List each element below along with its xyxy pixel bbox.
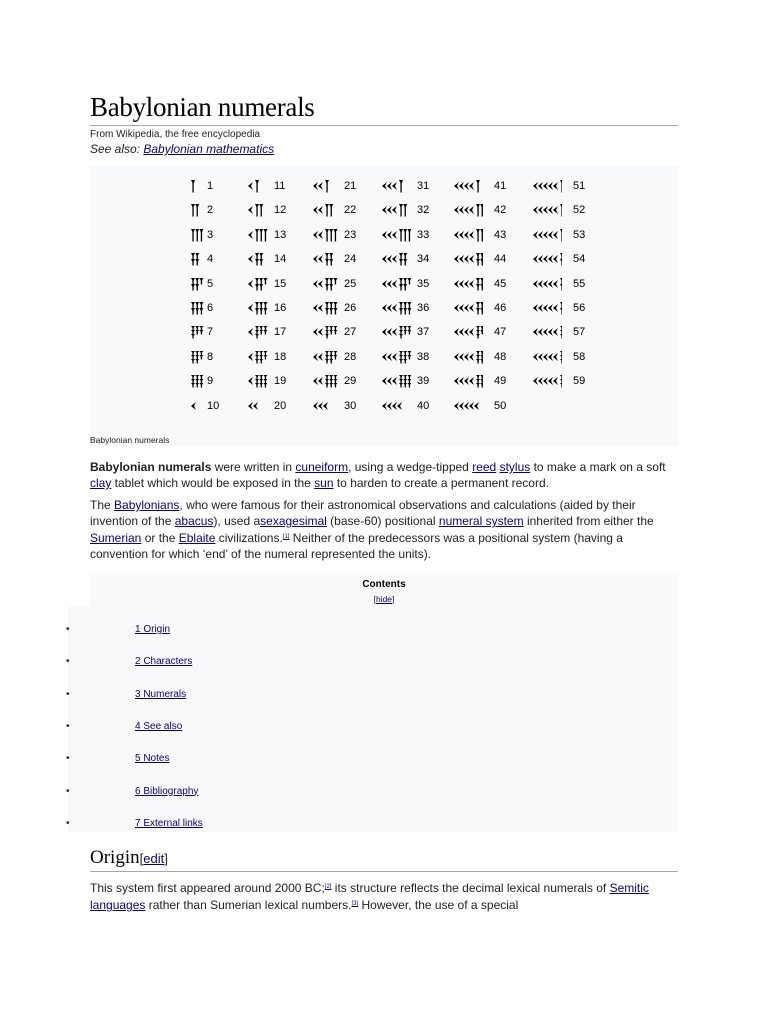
toc-item-link[interactable]: 4 See also xyxy=(135,720,183,732)
text: ), used a xyxy=(213,514,261,528)
cuneiform-numeral-glyph xyxy=(532,203,562,217)
numeral-value: 27 xyxy=(344,326,357,339)
cuneiform-numeral-glyph xyxy=(453,374,483,388)
cuneiform-numeral-glyph xyxy=(532,252,562,266)
numeral-value: 32 xyxy=(417,204,430,217)
numeral-value: 54 xyxy=(573,253,586,266)
cuneiform-numeral-glyph xyxy=(312,277,342,291)
text: civilizations. xyxy=(215,531,283,545)
cuneiform-numeral-glyph xyxy=(532,277,562,291)
cuneiform-numeral-glyph xyxy=(532,374,562,388)
numeral-value: 17 xyxy=(274,326,287,339)
numeral-value: 36 xyxy=(417,302,430,314)
numeral-value: 5 xyxy=(207,277,214,290)
link-semitic-languages[interactable]: Semitic languages xyxy=(90,881,649,912)
toc-item-link[interactable]: 5 Notes xyxy=(135,753,170,765)
cuneiform-numeral-glyph xyxy=(190,277,220,291)
numeral-value: 49 xyxy=(494,375,507,388)
numeral-value: 38 xyxy=(417,350,430,363)
bracket: [ xyxy=(373,594,376,604)
numeral-value: 56 xyxy=(573,302,586,314)
link-sexagesimal[interactable]: sexagesimal xyxy=(260,514,327,528)
cuneiform-numeral-glyph xyxy=(312,374,342,388)
cuneiform-numeral-glyph xyxy=(381,399,411,413)
text: rather than Sumerian lexical numbers. xyxy=(145,898,352,912)
numeral-value: 16 xyxy=(274,302,287,314)
cuneiform-numeral-glyph xyxy=(312,252,342,266)
numeral-value: 1 xyxy=(207,180,214,192)
cuneiform-numeral-glyph xyxy=(381,374,411,388)
cuneiform-numeral-glyph xyxy=(453,228,483,242)
text: tablet which would be exposed in the xyxy=(111,476,315,490)
cuneiform-numeral-glyph xyxy=(381,350,411,364)
cuneiform-numeral-glyph xyxy=(190,203,220,217)
cuneiform-numeral-glyph xyxy=(381,301,411,315)
intro-paragraph-1 xyxy=(90,459,680,491)
toc-item-link[interactable]: 7 External links xyxy=(135,817,203,829)
text: to make a mark on a soft xyxy=(530,460,666,474)
site-subtitle: From Wikipedia, the free encyclopedia xyxy=(90,129,261,140)
cuneiform-numeral-glyph xyxy=(312,179,342,193)
numeral-value: 48 xyxy=(494,350,507,363)
cuneiform-numeral-glyph xyxy=(312,350,342,364)
numeral-value: 21 xyxy=(344,180,357,192)
bold-term: Babylonian numerals xyxy=(90,460,212,474)
numeral-value: 20 xyxy=(274,399,287,412)
numeral-value: 40 xyxy=(417,399,430,412)
text: its structure reflects the decimal lexical numerals of xyxy=(331,881,610,895)
numeral-value: 22 xyxy=(344,204,357,217)
numeral-value: 6 xyxy=(207,302,214,314)
cuneiform-numeral-glyph xyxy=(312,203,342,217)
numeral-value: 24 xyxy=(344,253,357,266)
numeral-value: 13 xyxy=(274,228,287,241)
cuneiform-numeral-glyph xyxy=(247,374,277,388)
numeral-value: 41 xyxy=(494,180,507,192)
cuneiform-numeral-glyph xyxy=(247,252,277,266)
cuneiform-numeral-glyph xyxy=(190,228,220,242)
toc-hide-toggle xyxy=(90,594,678,604)
cuneiform-numeral-glyph xyxy=(381,228,411,242)
cuneiform-numeral-glyph xyxy=(190,252,220,266)
numeral-value: 42 xyxy=(494,204,507,217)
numeral-value: 58 xyxy=(573,350,586,363)
numeral-value: 59 xyxy=(573,375,586,388)
page-title: Babylonian numerals xyxy=(90,92,315,122)
text: , using a wedge-tipped xyxy=(348,460,473,474)
citation-link[interactable]: [3] xyxy=(351,901,359,907)
cuneiform-numeral-glyph xyxy=(312,399,342,413)
cuneiform-numeral-glyph xyxy=(381,277,411,291)
numeral-value: 23 xyxy=(344,228,357,241)
cuneiform-numeral-glyph xyxy=(453,179,483,193)
text: were written in xyxy=(211,460,296,474)
numeral-value: 28 xyxy=(344,350,357,363)
link-stylus[interactable]: stylus xyxy=(499,460,531,474)
numeral-value: 19 xyxy=(274,375,287,388)
cuneiform-numeral-glyph xyxy=(532,179,562,193)
toc-bullet: • xyxy=(66,656,70,668)
toc-hide-link[interactable]: hide xyxy=(375,594,393,604)
cuneiform-numeral-glyph xyxy=(453,350,483,364)
toc-item-link[interactable]: 2 Characters xyxy=(135,656,193,668)
cuneiform-numeral-glyph xyxy=(453,325,483,339)
cuneiform-numeral-glyph xyxy=(190,350,220,364)
cuneiform-numeral-glyph xyxy=(532,325,562,339)
text: This system first appeared around 2000 BC; xyxy=(90,881,325,895)
numeral-value: 44 xyxy=(494,253,507,266)
text: or the xyxy=(141,531,179,545)
cuneiform-numeral-glyph xyxy=(532,301,562,315)
link-cuneiform[interactable]: cuneiform xyxy=(295,460,349,474)
toc-bullet: • xyxy=(66,688,70,700)
numeral-value: 31 xyxy=(417,180,430,192)
text: , who were famous for their astronomical observations and calculations (aided by their invention of the xyxy=(90,498,636,528)
numeral-value: 34 xyxy=(417,253,430,266)
cuneiform-numeral-glyph xyxy=(247,203,277,217)
table-caption: Babylonian numerals xyxy=(90,435,170,445)
numeral-value: 18 xyxy=(274,350,287,363)
cuneiform-numeral-glyph xyxy=(190,325,220,339)
numeral-value: 11 xyxy=(274,180,286,192)
cuneiform-numeral-glyph xyxy=(190,374,220,388)
numeral-value: 9 xyxy=(207,375,214,388)
numeral-value: 8 xyxy=(207,350,214,363)
cuneiform-numeral-glyph xyxy=(247,228,277,242)
numeral-value: 52 xyxy=(573,204,586,217)
toc-bullet: • xyxy=(66,785,70,797)
toc-bullet: • xyxy=(66,720,70,732)
section-divider xyxy=(90,871,678,872)
cuneiform-numeral-glyph xyxy=(453,301,483,315)
cuneiform-numeral-glyph xyxy=(190,179,220,193)
numeral-value: 33 xyxy=(417,228,430,241)
cuneiform-numeral-glyph xyxy=(247,179,277,193)
citation-link[interactable]: [1] xyxy=(282,534,290,540)
text: However, the use of a special xyxy=(358,898,519,912)
text: inherited from either the xyxy=(523,514,654,528)
numeral-value: 50 xyxy=(494,399,507,412)
numeral-value: 4 xyxy=(207,253,214,266)
link-babylonians[interactable]: Babylonians xyxy=(114,498,180,512)
toc-item-link[interactable]: 3 Numerals xyxy=(135,688,187,700)
cuneiform-numeral-glyph xyxy=(453,252,483,266)
cuneiform-numeral-glyph xyxy=(247,301,277,315)
numeral-value: 12 xyxy=(274,204,287,217)
link-reed[interactable]: reed xyxy=(472,460,497,474)
cuneiform-numeral-glyph xyxy=(453,203,483,217)
cuneiform-numeral-glyph xyxy=(532,228,562,242)
numeral-value: 14 xyxy=(274,253,287,266)
cuneiform-numeral-glyph xyxy=(381,252,411,266)
numeral-value: 46 xyxy=(494,302,507,314)
toc-background-strip xyxy=(68,606,90,832)
heading-text: Origin xyxy=(90,847,140,868)
link-abacus[interactable]: abacus xyxy=(174,514,214,528)
text: to harden to create a permanent record. xyxy=(333,476,549,490)
intro-paragraph-2 xyxy=(90,497,680,562)
numeral-value: 26 xyxy=(344,302,357,314)
edit-link[interactable]: edit xyxy=(143,851,165,866)
link-sun[interactable]: sun xyxy=(314,476,334,490)
numeral-value: 7 xyxy=(207,326,214,339)
link-eblaite[interactable]: Eblaite xyxy=(178,531,216,545)
toc-item-link[interactable]: 6 Bibliography xyxy=(135,785,199,797)
cuneiform-numeral-glyph xyxy=(247,277,277,291)
cuneiform-numeral-glyph xyxy=(381,325,411,339)
numeral-value: 57 xyxy=(573,326,586,339)
cuneiform-numeral-glyph xyxy=(312,301,342,315)
numeral-value: 53 xyxy=(573,228,586,241)
cuneiform-numeral-glyph xyxy=(381,203,411,217)
cuneiform-numeral-glyph xyxy=(247,350,277,364)
numeral-value: 3 xyxy=(207,228,214,241)
cuneiform-numeral-glyph xyxy=(247,399,277,413)
numeral-value: 37 xyxy=(417,326,430,339)
text: The xyxy=(90,498,115,512)
toc-item-link[interactable]: 1 Origin xyxy=(135,624,171,635)
numeral-value: 15 xyxy=(274,277,287,290)
cuneiform-numeral-glyph xyxy=(381,179,411,193)
numeral-value: 10 xyxy=(207,399,220,412)
bracket: [ xyxy=(139,851,144,866)
see-also-note xyxy=(90,142,274,156)
numeral-value: 25 xyxy=(344,277,357,290)
bracket: ] xyxy=(164,851,168,866)
numerals-table xyxy=(90,166,678,446)
toc-title: Contents xyxy=(362,579,406,590)
numeral-value: 55 xyxy=(573,277,586,290)
numeral-value: 45 xyxy=(494,277,507,290)
numeral-value: 43 xyxy=(494,228,507,241)
numeral-value: 39 xyxy=(417,375,430,388)
link-clay[interactable]: clay xyxy=(90,476,112,490)
origin-paragraph xyxy=(90,879,680,913)
title-divider xyxy=(90,125,678,126)
numeral-value: 35 xyxy=(417,277,430,290)
cuneiform-numeral-glyph xyxy=(312,325,342,339)
section-heading-origin xyxy=(90,847,168,869)
toc-bullet: • xyxy=(66,753,70,765)
numeral-value: 47 xyxy=(494,326,507,339)
cuneiform-numeral-glyph xyxy=(453,277,483,291)
numeral-value: 30 xyxy=(344,399,357,412)
see-also-prefix: See also: xyxy=(90,142,144,156)
toc-bullet: • xyxy=(66,817,70,829)
see-also-link[interactable]: Babylonian mathematics xyxy=(143,142,275,156)
cuneiform-numeral-glyph xyxy=(532,350,562,364)
numeral-value: 2 xyxy=(207,204,214,217)
text: Neither of the predecessors was a positional system (having a convention for which ‘end’ of the numeral represented the units). xyxy=(90,531,623,561)
cuneiform-numeral-glyph xyxy=(453,399,483,413)
numeral-value: 51 xyxy=(573,180,586,192)
numeral-value: 29 xyxy=(344,375,357,388)
cuneiform-numeral-glyph xyxy=(247,325,277,339)
link-sumerian[interactable]: Sumerian xyxy=(90,531,142,545)
cuneiform-numeral-glyph xyxy=(312,228,342,242)
text: (base-60) positional xyxy=(326,514,439,528)
link-numeral-system[interactable]: numeral system xyxy=(438,514,524,528)
toc-bullet: • xyxy=(66,624,70,635)
bracket: ] xyxy=(392,594,395,604)
citation-link[interactable]: [2] xyxy=(324,884,332,890)
cuneiform-numeral-glyph xyxy=(190,301,220,315)
edit-section xyxy=(140,851,168,866)
